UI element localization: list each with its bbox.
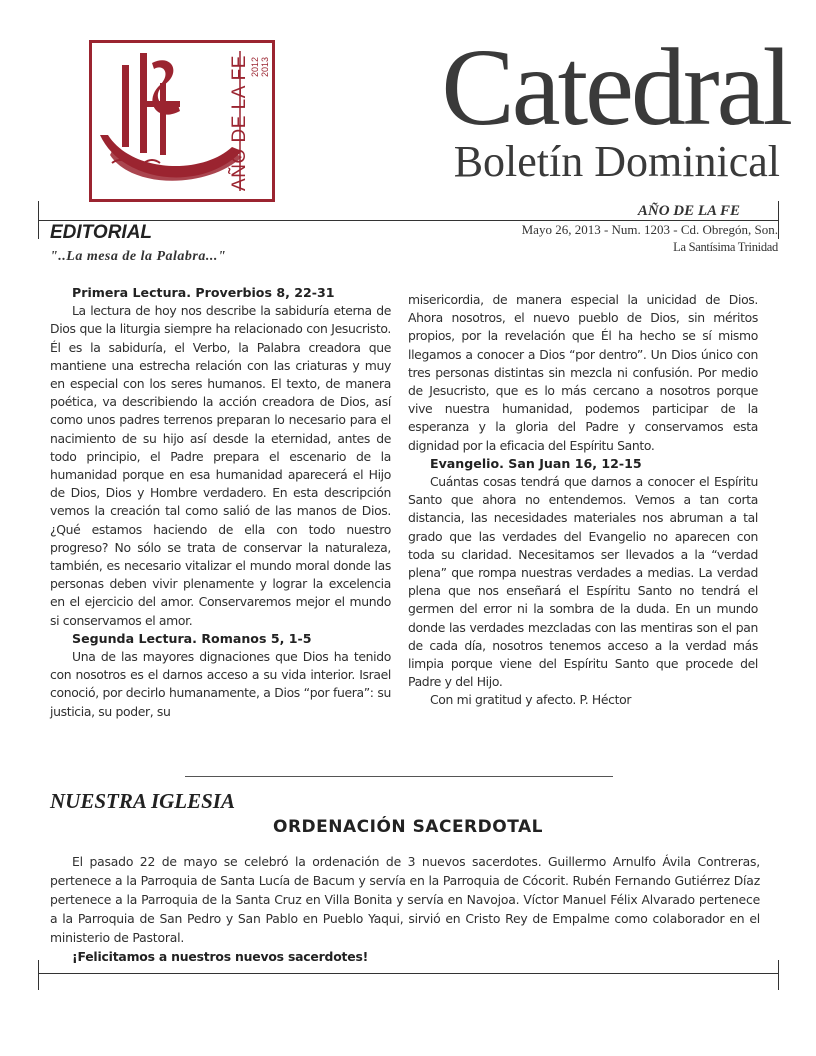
ordination-article bbox=[50, 852, 760, 966]
editorial-subtitle: "..La mesa de la Palabra..." bbox=[50, 249, 227, 264]
right-crop-mark-bottom bbox=[778, 960, 779, 990]
right-crop-mark-top bbox=[778, 201, 779, 239]
feast-day: La Santísima Trinidad bbox=[673, 240, 778, 254]
left-crop-mark-top bbox=[38, 201, 39, 239]
section-divider bbox=[185, 776, 613, 777]
editorial-heading: EDITORIAL bbox=[50, 222, 153, 243]
editorial-column-right bbox=[408, 291, 758, 710]
logo-year-2013: 2013 bbox=[260, 56, 270, 77]
first-reading-heading: Primera Lectura. Proverbios 8, 22-31 bbox=[72, 285, 335, 300]
second-reading-heading: Segunda Lectura. Romanos 5, 1-5 bbox=[72, 630, 312, 646]
year-of-faith-label: AÑO DE LA FE bbox=[637, 203, 740, 219]
masthead-title: Catedral bbox=[441, 26, 790, 148]
masthead-subtitle: Boletín Dominical bbox=[453, 137, 780, 186]
issue-info: Mayo 26, 2013 - Num. 1203 - Cd. Obregón, Son. bbox=[521, 222, 778, 237]
year-of-faith-logo bbox=[89, 40, 275, 202]
gospel-text: Cuántas cosas tendrá que darnos a conocer el Espíritu Santo que ahora no entendemos. Vemos a tan corta distancia, las necesidades materiales nos abruman a tal grado que las verdades del Evangelio no aparecen con toda su claridad. Necesitamos ser llevados a la “verdad plena” que rompa nuestras verdades a medias. La verdad plena que nos enseñará el Espíritu Santo no tendrá el germen del error ni la sombra de la duda. En un mundo donde las verdades mezcladas con las mentiras son el pan de cada día, nosotros tenemos acceso a la verdad más limpia porque viene del Espíritu Santo que procede del Padre y del Hijo. bbox=[408, 474, 758, 690]
nuestra-iglesia-heading: NUESTRA IGLESIA bbox=[50, 789, 235, 813]
editorial-signature: Con mi gratitud y afecto. P. Héctor bbox=[430, 692, 632, 708]
second-reading-text: Una de las mayores dignaciones que Dios ha tenido con nosotros es el darnos acceso a su vida interior. Israel conoció, por decirlo humanamente, a Dios “por fuera”: su justicia, su poder, su bbox=[50, 649, 391, 719]
editorial-column-left bbox=[50, 284, 391, 721]
left-crop-mark-bottom bbox=[38, 960, 39, 990]
header-rule bbox=[38, 220, 778, 221]
second-reading-continued: misericordia, de manera especial la unicidad de Dios. Ahora nosotros, el nuevo pueblo de Dios, sin méritos propios, por la revelación que Él ha hecho se sí mismo llegamos a conocer a Dios “por dentro”. Un Dios único con tres personas distintas sin mezcla ni confusión. Por medio de Jesucristo, que es lo más cercano a nosotros porque vive nuestra humanidad, podemos participar de la esperanza y la gloria del Padre y conservamos esta dignidad por la eficacia del Espíritu Santo. bbox=[408, 292, 758, 453]
ordination-text: El pasado 22 de mayo se celebró la ordenación de 3 nuevos sacerdotes. Guillermo Arnulfo Ávila Contreras, pertenece a la Parroquia de Santa Lucía de Bacum y servía en la Parroquia de Cócorit. Rubén Fernando Gutiérrez Díaz pertenece a la Parroquia de la Santa Cruz en Villa Bonita y servía en Navojoa. Víctor Manuel Félix Alvarado pertenece a la Parroquia de San Pedro y San Pablo en Pueblo Yaqui, sirvió en Cristo Rey de Empalme como colaborador en el ministerio de Pastoral. bbox=[50, 854, 760, 945]
ordination-title: ORDENACIÓN SACERDOTAL bbox=[273, 817, 543, 837]
first-reading-text: La lectura de hoy nos describe la sabiduría eterna de Dios que la liturgia siempre ha relacionado con Jesucristo. Él es la sabiduría, el Verbo, la Palabra creadora que mantiene una estrecha relación con las criaturas y muy en especial con los seres humanos. El texto, de manera poética, va describiendo la acción creadora de Dios, así como unos padres terrenos preparan lo necesario para el nacimiento de su hijo así desde la eternidad, antes de todo principio, el Padre prepara el escenario de la humanidad porque en esa humanidad aparecerá el Hijo de Dios, Dios y Hombre verdadero. En esta descripción vemos la creación tal como salió de las manos de Dios. ¿Qué estamos haciendo de ella con todo nuestro progreso? No sólo se trata de conservar la naturaleza, también, es necesario vitalizar el mundo moral donde las personas deben vivir plenamente y lograr la excelencia en el ejercicio del amor. Conservaremos mejor el mundo si conservamos el amor. bbox=[50, 303, 391, 628]
congratulations-line: ¡Felicitamos a nuestros nuevos sacerdotes! bbox=[72, 949, 369, 964]
gospel-heading: Evangelio. San Juan 16, 12-15 bbox=[430, 455, 642, 471]
footer-rule bbox=[38, 973, 778, 974]
logo-text: AÑO DE LA FE bbox=[229, 55, 250, 191]
logo-year-2012: 2012 bbox=[250, 56, 260, 77]
